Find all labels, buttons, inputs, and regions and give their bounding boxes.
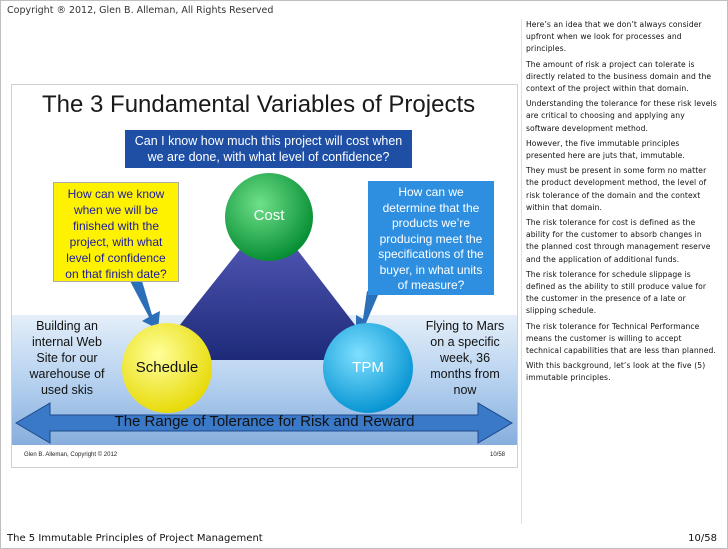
slide-copyright: Glen B. Alleman, Copyright © 2012 <box>24 452 118 458</box>
notes-paragraph: The risk tolerance for schedule slippage is defined as the ability to still produce value for the customer in the presence of a late or slipping schedule. <box>526 269 707 316</box>
example-line: warehouse of <box>29 367 105 381</box>
notes-paragraph: Understanding the tolerance for these risk levels are critical to choosing and applying any software development method. <box>526 99 717 133</box>
cost-question-line: we are done, with what level of confidence? <box>147 150 390 164</box>
slide-number: 10/58 <box>489 452 505 458</box>
slide-title: The 3 Fundamental Variables of Projects <box>42 91 476 118</box>
example-line: Building an <box>36 319 98 333</box>
example-line: used skis <box>40 383 94 397</box>
cost-label: Cost <box>253 207 285 224</box>
low-risk-example <box>22 318 112 398</box>
tpm-question-line: buyer, in what units <box>379 262 483 277</box>
schedule-question-line: finished with the <box>72 219 160 233</box>
example-line: now <box>453 383 477 397</box>
tpm-question-line: products we’re <box>391 216 471 230</box>
notes-paragraph: Here’s an idea that we don’t always consider upfront when we look for processes and principles. <box>526 20 702 54</box>
schedule-question-line: when we will be <box>73 203 159 217</box>
schedule-question-line: project, with what <box>69 235 163 249</box>
tpm-question-line: of measure? <box>397 278 465 292</box>
tpm-question-line: determine that the <box>382 200 480 215</box>
example-line: week, 36 <box>439 351 491 365</box>
example-line: Site for our <box>36 351 98 365</box>
schedule-label: Schedule <box>135 359 199 376</box>
notes-paragraph: The amount of risk a project can tolerate is directly related to the business domain and the context of the project within that domain. <box>526 59 712 94</box>
slide-image <box>11 84 518 468</box>
footer-page-number: 10/58 <box>688 533 717 544</box>
example-line: internal Web <box>32 335 102 349</box>
example-line: Flying to Mars <box>425 319 505 333</box>
cost-question-line: Can I know how much this project will cost when <box>134 134 403 148</box>
range-label: The Range of Tolerance for Risk and Reward <box>114 413 415 430</box>
tpm-question-line: producing meet the <box>379 231 483 246</box>
schedule-question-line: How can we know <box>67 187 165 201</box>
notes-paragraph: They must be present in some form no matter the product development method, the level of risk tolerance of the domain and the context within that domain. <box>526 166 707 212</box>
tpm-question <box>368 181 494 295</box>
copyright-header: Copyright ® 2012, Glen B. Alleman, All Rights Reserved <box>7 5 274 16</box>
schedule-question-line: level of confidence <box>66 251 166 265</box>
tpm-question-line: How can we <box>398 185 464 199</box>
schedule-question <box>53 182 179 282</box>
speaker-notes <box>521 19 717 524</box>
example-line: on a specific <box>430 335 500 349</box>
notes-paragraph: The risk tolerance for cost is defined as the ability for the customer to absorb changes in the planned cost through management reserve and the application of additional funds. <box>526 218 711 264</box>
example-line: months from <box>430 367 500 381</box>
notes-paragraph: However, the five immutable principles presented here are juts that, immutable. <box>526 138 685 161</box>
schedule-question-line: on that finish date? <box>65 267 167 281</box>
notes-paragraph: With this background, let’s look at the five (5) immutable principles. <box>526 361 706 383</box>
footer-title: The 5 Immutable Principles of Project Management <box>7 533 263 544</box>
high-risk-example <box>420 318 510 398</box>
tpm-label: TPM <box>352 359 384 376</box>
cost-question <box>125 130 412 168</box>
notes-paragraph: The risk tolerance for Technical Performance means the customer is willing to accept technical capabilities that are less than planned. <box>526 321 716 356</box>
tpm-question-line: specifications of the <box>378 247 484 261</box>
